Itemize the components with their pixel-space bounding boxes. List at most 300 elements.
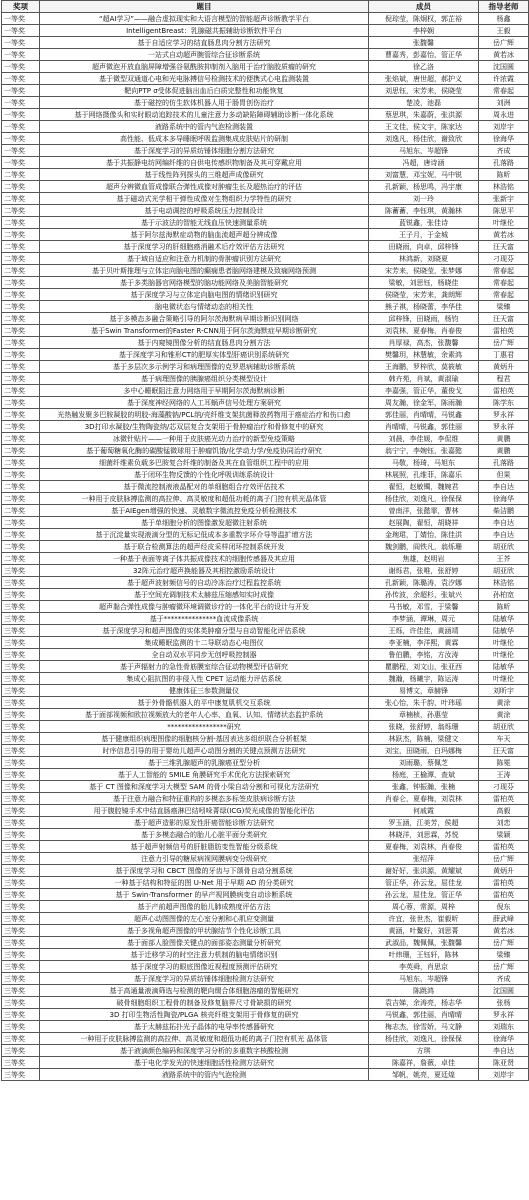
advisor-cell: 陈冕: [479, 757, 529, 769]
title-cell: 一种基于表面等离子体共振成像技术的细胞传感器及其应用: [40, 553, 369, 565]
table-row: [2, 757, 529, 769]
members-cell: 周友瀚，徐金军，陈雨瀚: [369, 397, 479, 409]
members-cell: 韩卉苑，肖斌，黄淑瑜: [369, 373, 479, 385]
title-cell: 基于域自适应和注意力机制的骨肿瘤识别方法研究: [40, 253, 369, 265]
table-row: [2, 1045, 529, 1057]
award-cell: 一等奖: [2, 145, 40, 157]
table-row: [2, 937, 529, 949]
advisor-cell: 罗永祥: [479, 409, 529, 421]
title-cell: 32阵元治疗超声换能器及其相控激励系统设计: [40, 565, 369, 577]
award-cell: 二等奖: [2, 493, 40, 505]
advisor-cell: 王涛: [479, 769, 529, 781]
advisor-cell: 刁现芬: [479, 781, 529, 793]
title-cell: 基于外骨骼机器人的平中康复肌机交互系统: [40, 697, 369, 709]
header-advisor: 指导老师: [479, 1, 529, 13]
title-cell: 基于深度神经网络的人工耳蜗声信号处理方案研究: [40, 397, 369, 409]
advisor-cell: 陈学东: [479, 397, 529, 409]
advisor-cell: 李自达: [479, 529, 529, 541]
members-cell: 曾南洋，张懿霏，曹林: [369, 505, 479, 517]
awards-table: [1, 0, 529, 1081]
advisor-cell: 徐海华: [479, 493, 529, 505]
table-row: [2, 97, 529, 109]
award-cell: 二等奖: [2, 421, 40, 433]
advisor-cell: 刘恋: [479, 817, 529, 829]
table-row: [2, 397, 529, 409]
members-cell: 许宜，张世杰，崔毅昕: [369, 913, 479, 925]
title-cell: 基于多视角超声图像的甲状腺结节个性化诊断工具: [40, 925, 369, 937]
advisor-cell: 薛武峰: [479, 913, 529, 925]
title-cell: 液路系统中的管内气泡检测装置: [40, 121, 369, 133]
title-cell: 光热触发聚多巴胺凝胶的明胶-海藻酸钠/PCL纳/壳纤维支架抗菌释放药物用于癌症治疗和伤口愈: [40, 409, 369, 421]
title-cell: 基于超声波射频信号的自动冷冻治疗过程监控系统: [40, 577, 369, 589]
award-cell: 二等奖: [2, 553, 40, 565]
advisor-cell: 罗永祥: [479, 421, 529, 433]
table-row: [2, 481, 529, 493]
members-cell: 谢烁君，张唯，张舒婷: [369, 565, 479, 577]
table-row: [2, 25, 529, 37]
members-cell: 马旭东，岑超锋: [369, 145, 479, 157]
members-cell: 刘一玲: [369, 193, 479, 205]
title-cell: 基于深度学习和锥形CT的肥厚实体型肝癌识别系统研究: [40, 349, 369, 361]
award-cell: 三等奖: [2, 1009, 40, 1021]
table-row: [2, 313, 529, 325]
title-cell: 多中心睡眠阻注意力网络用于早期阿尔茨海默病诊断: [40, 385, 369, 397]
advisor-cell: 刘岸宇: [479, 1069, 529, 1081]
title-cell: 基于磁控的仿生软体机器人用于肠胃创伤治疗: [40, 97, 369, 109]
advisor-cell: 杨鑫: [479, 13, 529, 25]
table-row: [2, 637, 529, 649]
members-cell: 刘逸凡，杨佳欣，谢致欣: [369, 133, 479, 145]
table-row: [2, 865, 529, 877]
title-cell: “超AI学习”——融合虚拟现实和大语言模型的智能超声诊断教学平台: [40, 13, 369, 25]
title-cell: 基于 CT 图像和深度学习大模型 SAM 的骨小梁自动分割和可视化方法研究: [40, 781, 369, 793]
title-cell: 基于健康组织病理图像的细胞核分割-基因表达多组织联合分析框架: [40, 733, 369, 745]
award-cell: 三等奖: [2, 973, 40, 985]
title-cell: 超声微泡开放血脑屏障增强谷氨酰胺抑制剂入脑用于治疗脑胶质瘤的研究: [40, 61, 369, 73]
members-cell: 林鸿新，刘晓夏: [369, 253, 479, 265]
table-row: [2, 841, 529, 853]
table-row: [2, 685, 529, 697]
title-cell: 集成心阻抗图的非侵入性 CPET 运动能力评估系统: [40, 673, 369, 685]
members-cell: 邹帆，姚亮，夏廷煌: [369, 1069, 479, 1081]
table-row: [2, 553, 529, 565]
title-cell: 基于超声射频信号的肝脏脂肪变性智能分级系统: [40, 841, 369, 853]
table-row: [2, 793, 529, 805]
advisor-cell: 程君: [479, 373, 529, 385]
members-cell: 冯超，唐诗涵: [369, 157, 479, 169]
advisor-cell: 高毅: [479, 805, 529, 817]
title-cell: 基于高通量液滴筛选与检测的靶向缀合体细胞溶瘤的智能研究: [40, 985, 369, 997]
award-cell: 三等奖: [2, 577, 40, 589]
table-row: [2, 13, 529, 25]
table-row: [2, 169, 529, 181]
table-body: [2, 13, 529, 1081]
table-row: [2, 925, 529, 937]
members-cell: 李梦涵，谭琳，周元: [369, 613, 479, 625]
header-members: 成员: [369, 1, 479, 13]
table-row: [2, 1021, 529, 1033]
members-cell: 刘晨，李佳媛，李侃维: [369, 433, 479, 445]
table-row: [2, 853, 529, 865]
table-row: [2, 445, 529, 457]
advisor-cell: 常春起: [479, 277, 529, 289]
title-cell: 基于多类脑器官网络模型的脑功能网络及美脑智能研究: [40, 277, 369, 289]
members-cell: 孔新颖，杨思鸣，冯宇康: [369, 181, 479, 193]
members-cell: 章楠桢，孙惠莹: [369, 709, 479, 721]
award-cell: 二等奖: [2, 469, 40, 481]
table-row: [2, 133, 529, 145]
title-cell: 基于葡萄糖氧化酶的碳酸锰微球用于肿瘤饥饿/化学动力学/免疫协同治疗研究: [40, 445, 369, 457]
header-title: 题目: [40, 1, 369, 13]
members-cell: 夏春梅，刘袁林，肖春俊: [369, 841, 479, 853]
advisor-cell: 岳广辉: [479, 337, 529, 349]
table-row: [2, 517, 529, 529]
members-cell: 孔新颖，陈璐涛，袁汐娜: [369, 577, 479, 589]
award-cell: 三等奖: [2, 865, 40, 877]
members-cell: 蓝锐鑫，张佳诗: [369, 217, 479, 229]
advisor-cell: 岳广辉: [479, 37, 529, 49]
advisor-cell: 孔落路: [479, 457, 529, 469]
table-row: [2, 145, 529, 157]
advisor-cell: 雷柏英: [479, 877, 529, 889]
members-cell: 肖晴晴，马锐鑫，郭佳丽: [369, 421, 479, 433]
members-cell: 陈蓄蓄，李钰琪，黄瀚林: [369, 205, 479, 217]
award-cell: 二等奖: [2, 385, 40, 397]
advisor-cell: 王芥: [479, 553, 529, 565]
title-cell: 破骨细胞组织工程骨的制备及修复脑界尺寸骨缺损的研究: [40, 997, 369, 1009]
members-cell: 邱梓锋，田晓雨，杨钧: [369, 313, 479, 325]
award-cell: 一等奖: [2, 133, 40, 145]
advisor-cell: 陈思平: [479, 205, 529, 217]
advisor-cell: 黄若冰: [479, 229, 529, 241]
advisor-cell: 叶继伦: [479, 649, 529, 661]
title-cell: 细菌纤维素负载多巴胺复合纤维的制备及其在血管组织工程中的应用: [40, 457, 369, 469]
table-row: [2, 373, 529, 385]
table-row: [2, 1033, 529, 1045]
advisor-cell: 梁臻: [479, 949, 529, 961]
title-cell: *****************研究: [40, 721, 369, 733]
award-cell: 三等奖: [2, 877, 40, 889]
award-cell: 一等奖: [2, 25, 40, 37]
title-cell: 3D打印水凝胶/生物陶瓷纳/芯双层复合支架用于骨肿瘤治疗和骨修复中的研究: [40, 421, 369, 433]
advisor-cell: 汪天富: [479, 313, 529, 325]
advisor-cell: 齐成: [479, 145, 529, 157]
title-cell: 靶向PTP σ受体促进脑出血后白质完整性和功能恢复: [40, 85, 369, 97]
award-cell: 二等奖: [2, 325, 40, 337]
award-cell: 二等奖: [2, 277, 40, 289]
members-cell: 肖春仑，夏春梅，刘袁林: [369, 793, 479, 805]
members-cell: 谢好好，张洪源，黄耀斌: [369, 865, 479, 877]
advisor-cell: 汪天富: [479, 241, 529, 253]
table-row: [2, 697, 529, 709]
table-row: [2, 961, 529, 973]
table-row: [2, 421, 529, 433]
award-cell: 一等奖: [2, 37, 40, 49]
table-row: [2, 121, 529, 133]
table-row: [2, 469, 529, 481]
members-cell: 张晓，张舒婷，翁烁珊: [369, 721, 479, 733]
members-cell: 武淑品，魏佩佩，张馥馨: [369, 937, 479, 949]
advisor-cell: 黄涂: [479, 709, 529, 721]
table-row: [2, 181, 529, 193]
members-cell: 马书敏，邓雪，于梁馨: [369, 601, 479, 613]
members-cell: 翟恒，赵敏镯，魏婉君: [369, 481, 479, 493]
advisor-cell: 黄鹏: [479, 445, 529, 457]
title-cell: 基于贝叶斯推理与立体定向脑电图的癫痫患者脑网络建模及致痫网络预测: [40, 265, 369, 277]
table-row: [2, 673, 529, 685]
advisor-cell: 沈国圆: [479, 61, 529, 73]
title-cell: 超声分辨微血管成像联合弹性成像对肿瘤生长及超热治疗的评估: [40, 181, 369, 193]
title-cell: 基于闭环生物反馈的个性化呼吸训练系统设计: [40, 469, 369, 481]
award-cell: 三等奖: [2, 1021, 40, 1033]
members-cell: 瞿鹏程，刘文山，张亚西: [369, 661, 479, 673]
award-cell: 三等奖: [2, 913, 40, 925]
table-row: [2, 973, 529, 985]
members-cell: 魏瀚，杨曦宇，陈运涛: [369, 673, 479, 685]
table-row: [2, 541, 529, 553]
advisor-cell: 梁颖: [479, 829, 529, 841]
award-cell: 三等奖: [2, 961, 40, 973]
advisor-cell: 刘岸宇: [479, 121, 529, 133]
members-cell: 管正华，孙云龙，屈佳龙: [369, 877, 479, 889]
award-cell: 三等奖: [2, 745, 40, 757]
award-cell: 三等奖: [2, 985, 40, 997]
award-cell: 三等奖: [2, 565, 40, 577]
table-row: [2, 205, 529, 217]
advisor-cell: 陆敏华: [479, 625, 529, 637]
members-cell: 杨佳欣，刘逸凡，徐保保: [369, 1033, 479, 1045]
award-cell: 三等奖: [2, 997, 40, 1009]
award-cell: 二等奖: [2, 361, 40, 373]
members-cell: 张馥馨: [369, 37, 479, 49]
table-row: [2, 829, 529, 841]
title-cell: 基于电化学发光的快速细胞活性检测方法研究: [40, 1057, 369, 1069]
award-cell: 三等奖: [2, 889, 40, 901]
table-row: [2, 949, 529, 961]
members-cell: 王文佳，侯文宇，陈家达: [369, 121, 479, 133]
members-cell: 王海鹏，罗梓欣，莫筱敏: [369, 361, 479, 373]
members-cell: 田晓雨，向卓，邱梓锋: [369, 241, 479, 253]
members-cell: 蔡思琪，朱嘉蔚，张洪源: [369, 109, 479, 121]
title-cell: 基于注意力融合和特征重构的多模态多标签皮肤病诊断方法: [40, 793, 369, 805]
title-cell: 超声黏合弹性成像与肿瘤微环境调微诊疗的一体化平台的设计与开发: [40, 601, 369, 613]
table-row: [2, 61, 529, 73]
members-cell: 鲁伯鹏，李铭，方汝涛: [369, 649, 479, 661]
table-row: [2, 1057, 529, 1069]
members-cell: 罗玉涵，江美芳，侯超: [369, 817, 479, 829]
award-cell: 二等奖: [2, 193, 40, 205]
title-cell: 时序信息引导的用于婴幼儿超声心动图分割的关键点预测方法研究: [40, 745, 369, 757]
table-row: [2, 337, 529, 349]
table-row: [2, 277, 529, 289]
title-cell: 基于声辐射力的急性骨筋膜室综合征动物模型评估研究: [40, 661, 369, 673]
award-cell: 三等奖: [2, 637, 40, 649]
table-row: [2, 625, 529, 637]
members-cell: 楚凌，池磊: [369, 97, 479, 109]
members-cell: 袁吉娣，余涛亮，杨志华: [369, 997, 479, 1009]
award-cell: 二等奖: [2, 349, 40, 361]
award-cell: 三等奖: [2, 673, 40, 685]
award-cell: 二等奖: [2, 253, 40, 265]
members-cell: 梅志杰，徐雪娇，马文静: [369, 1021, 479, 1033]
title-cell: 基于Swin Transformer的Faster R-CNN用于阿尔茨海默症早期诊断研究: [40, 325, 369, 337]
title-cell: 全自动双水平同步无创呼吸控制器: [40, 649, 369, 661]
members-cell: 刘袁林，夏春梅，肖春俊: [369, 325, 479, 337]
table-row: [2, 229, 529, 241]
advisor-cell: 陈昕: [479, 169, 529, 181]
award-cell: 二等奖: [2, 337, 40, 349]
title-cell: 基于单细胞分析的图像激发超微注射系统: [40, 517, 369, 529]
title-cell: 基于面部视频和欧拉视频放大的老年人心率、血氧、认知、情绪状态监护系统: [40, 709, 369, 721]
table-row: [2, 241, 529, 253]
advisor-cell: 李自达: [479, 481, 529, 493]
advisor-cell: 陆敏华: [479, 613, 529, 625]
advisor-cell: 周永进: [479, 109, 529, 121]
advisor-cell: 孔落路: [479, 157, 529, 169]
advisor-cell: 胡亚欣: [479, 721, 529, 733]
title-cell: 冰微针贴片——一种用于皮肤癌光动力治疗的新型免疫策略: [40, 433, 369, 445]
title-cell: 集成睡眠监测的十二导联动态心电图仪: [40, 637, 369, 649]
members-cell: 肖厚禄，高杰，张馥馨: [369, 337, 479, 349]
title-cell: 基于电动调控的呼吸系统压力控制设计: [40, 205, 369, 217]
advisor-cell: 黄炳升: [479, 865, 529, 877]
members-cell: 林展照，孔维菲，陈嘉乐: [369, 469, 479, 481]
award-cell: 二等奖: [2, 169, 40, 181]
members-cell: 樊馨玥，林慧敏，余素鸿: [369, 349, 479, 361]
members-cell: 张鑫，钟振瀚，张楠: [369, 781, 479, 793]
advisor-cell: 叶继伦: [479, 637, 529, 649]
members-cell: 叶炜珊，王钰轩，陈林: [369, 949, 479, 961]
members-cell: 陈跳鸿: [369, 985, 479, 997]
award-cell: 三等奖: [2, 841, 40, 853]
award-cell: 二等奖: [2, 301, 40, 313]
header-row: [2, 1, 529, 13]
members-cell: 黄涵，叶鳌好，刘思菁: [369, 925, 479, 937]
advisor-cell: 黄炳升: [479, 361, 529, 373]
table-row: [2, 721, 529, 733]
award-cell: 三等奖: [2, 853, 40, 865]
table-row: [2, 733, 529, 745]
title-cell: 基于阿尔兹海默症动物的脑血流超声超分辨成像: [40, 229, 369, 241]
members-cell: 曹嘉秀，彭嘉怡，管正华: [369, 49, 479, 61]
award-cell: 三等奖: [2, 733, 40, 745]
members-cell: 翁宁宁，李婉钰，张嘉懿: [369, 445, 479, 457]
table-row: [2, 577, 529, 589]
table-row: [2, 601, 529, 613]
title-cell: 基于沉淀量实现液滴分型的无标记低成本多重数字环介导等温扩增方法: [40, 529, 369, 541]
table-row: [2, 253, 529, 265]
title-cell: 基于线性阵列探头的三维超声成像研究: [40, 169, 369, 181]
table-row: [2, 193, 529, 205]
table-row: [2, 505, 529, 517]
table-row: [2, 409, 529, 421]
advisor-cell: 李自达: [479, 1045, 529, 1057]
award-cell: 三等奖: [2, 1033, 40, 1045]
table-row: [2, 589, 529, 601]
title-cell: 基于深度学习和 CBCT 图像的牙齿与下颌骨自动分割系统: [40, 865, 369, 877]
members-cell: 金琬珺，丁婧怡，陈佳洪: [369, 529, 479, 541]
members-cell: 李英舜，肖思京: [369, 961, 479, 973]
advisor-cell: 王毅: [479, 25, 529, 37]
advisor-cell: 黄若冰: [479, 925, 529, 937]
title-cell: 脑电微状态与情绪动态的相关性: [40, 301, 369, 313]
members-cell: 马敬，杨琦，马旭东: [369, 457, 479, 469]
title-cell: 一种用于皮肤脉搏监测的高拉伸、高灵敏度和超低功耗的离子门控有机光 晶体管: [40, 1033, 369, 1045]
table-row: [2, 457, 529, 469]
table-row: [2, 493, 529, 505]
table-row: [2, 85, 529, 97]
table-row: [2, 301, 529, 313]
title-cell: 基于磁动式光学相干弹性成像对生物组织力学特性的研究: [40, 193, 369, 205]
title-cell: 基于内窥镜图像分析的结直肠息肉分割方法: [40, 337, 369, 349]
advisor-cell: 倪东: [479, 901, 529, 913]
title-cell: 基于深度学习的异质纺锤体细胞分割方法研究: [40, 145, 369, 157]
title-cell: 基于多模态融合的胎儿心脏平面分类研究: [40, 829, 369, 841]
title-cell: 基于网络摄像头和实时眼动追踪技术的儿童注意力多动缺陷障碍辅助诊断一体化系统: [40, 109, 369, 121]
advisor-cell: 车天: [479, 733, 529, 745]
advisor-cell: 丁惠君: [479, 349, 529, 361]
advisor-cell: 李自达: [479, 517, 529, 529]
award-cell: 二等奖: [2, 217, 40, 229]
advisor-cell: 沈国圆: [479, 985, 529, 997]
title-cell: 基于深度学习的肝细胞癌消融术后疗效评估方法研究: [40, 241, 369, 253]
members-cell: 倪琮莹，陈炯权，郭芷裕: [369, 13, 479, 25]
award-cell: 二等奖: [2, 265, 40, 277]
award-cell: 三等奖: [2, 709, 40, 721]
members-cell: 张心怡，朱千韵，叶玮瑶: [369, 697, 479, 709]
title-cell: 超声心动图图像的左心室分割和心肌应变测量: [40, 913, 369, 925]
table-row: [2, 433, 529, 445]
members-cell: 李嘉强，管正华，董俊戈: [369, 385, 479, 397]
table-row: [2, 325, 529, 337]
advisor-cell: 孙柏宽: [479, 589, 529, 601]
advisor-cell: 刘洲: [479, 97, 529, 109]
table-row: [2, 157, 529, 169]
members-cell: 梁敏，刘思钰，杨晓佳: [369, 277, 479, 289]
advisor-cell: 徐海华: [479, 133, 529, 145]
members-cell: 侯晓莹，宋芳来，龚朗辉: [369, 289, 479, 301]
table-row: [2, 889, 529, 901]
members-cell: 张绍萍: [369, 853, 479, 865]
award-cell: 三等奖: [2, 817, 40, 829]
title-cell: 基于病理图像的胰腺癌组织分类模型设计: [40, 373, 369, 385]
award-cell: 三等奖: [2, 805, 40, 817]
award-cell: 三等奖: [2, 685, 40, 697]
title-cell: 基于人工智能的 SMILE 角膜研究手术优化方法探索研究: [40, 769, 369, 781]
advisor-cell: 岳广辉: [479, 937, 529, 949]
title-cell: 基于共振静电纺网编纤维的自供电传感织物制备及其可穿戴应用: [40, 157, 369, 169]
members-cell: 孙传波，余超杉，张斌兴: [369, 589, 479, 601]
award-cell: 三等奖: [2, 829, 40, 841]
table-row: [2, 529, 529, 541]
title-cell: 基于深度学习的眼底图像近视程度预测评估研究: [40, 961, 369, 973]
title-cell: 高性能、低成本多导睡眠呼吸监测集成皮肤贴片的研制: [40, 133, 369, 145]
advisor-cell: 叶继伦: [479, 217, 529, 229]
members-cell: 易博文，章赫锋: [369, 685, 479, 697]
table-row: [2, 745, 529, 757]
title-cell: 基于三维乳腺超声的乳腺癌亚型分析: [40, 757, 369, 769]
members-cell: 赵展陶，翟恒，胡晓祥: [369, 517, 479, 529]
award-cell: 三等奖: [2, 625, 40, 637]
award-cell: 二等奖: [2, 481, 40, 493]
award-cell: 三等奖: [2, 613, 40, 625]
awards-table-page: [1, 0, 528, 1081]
award-cell: 一等奖: [2, 157, 40, 169]
table-row: [2, 1069, 529, 1081]
award-cell: 一等奖: [2, 97, 40, 109]
award-cell: 三等奖: [2, 757, 40, 769]
award-cell: 三等奖: [2, 769, 40, 781]
